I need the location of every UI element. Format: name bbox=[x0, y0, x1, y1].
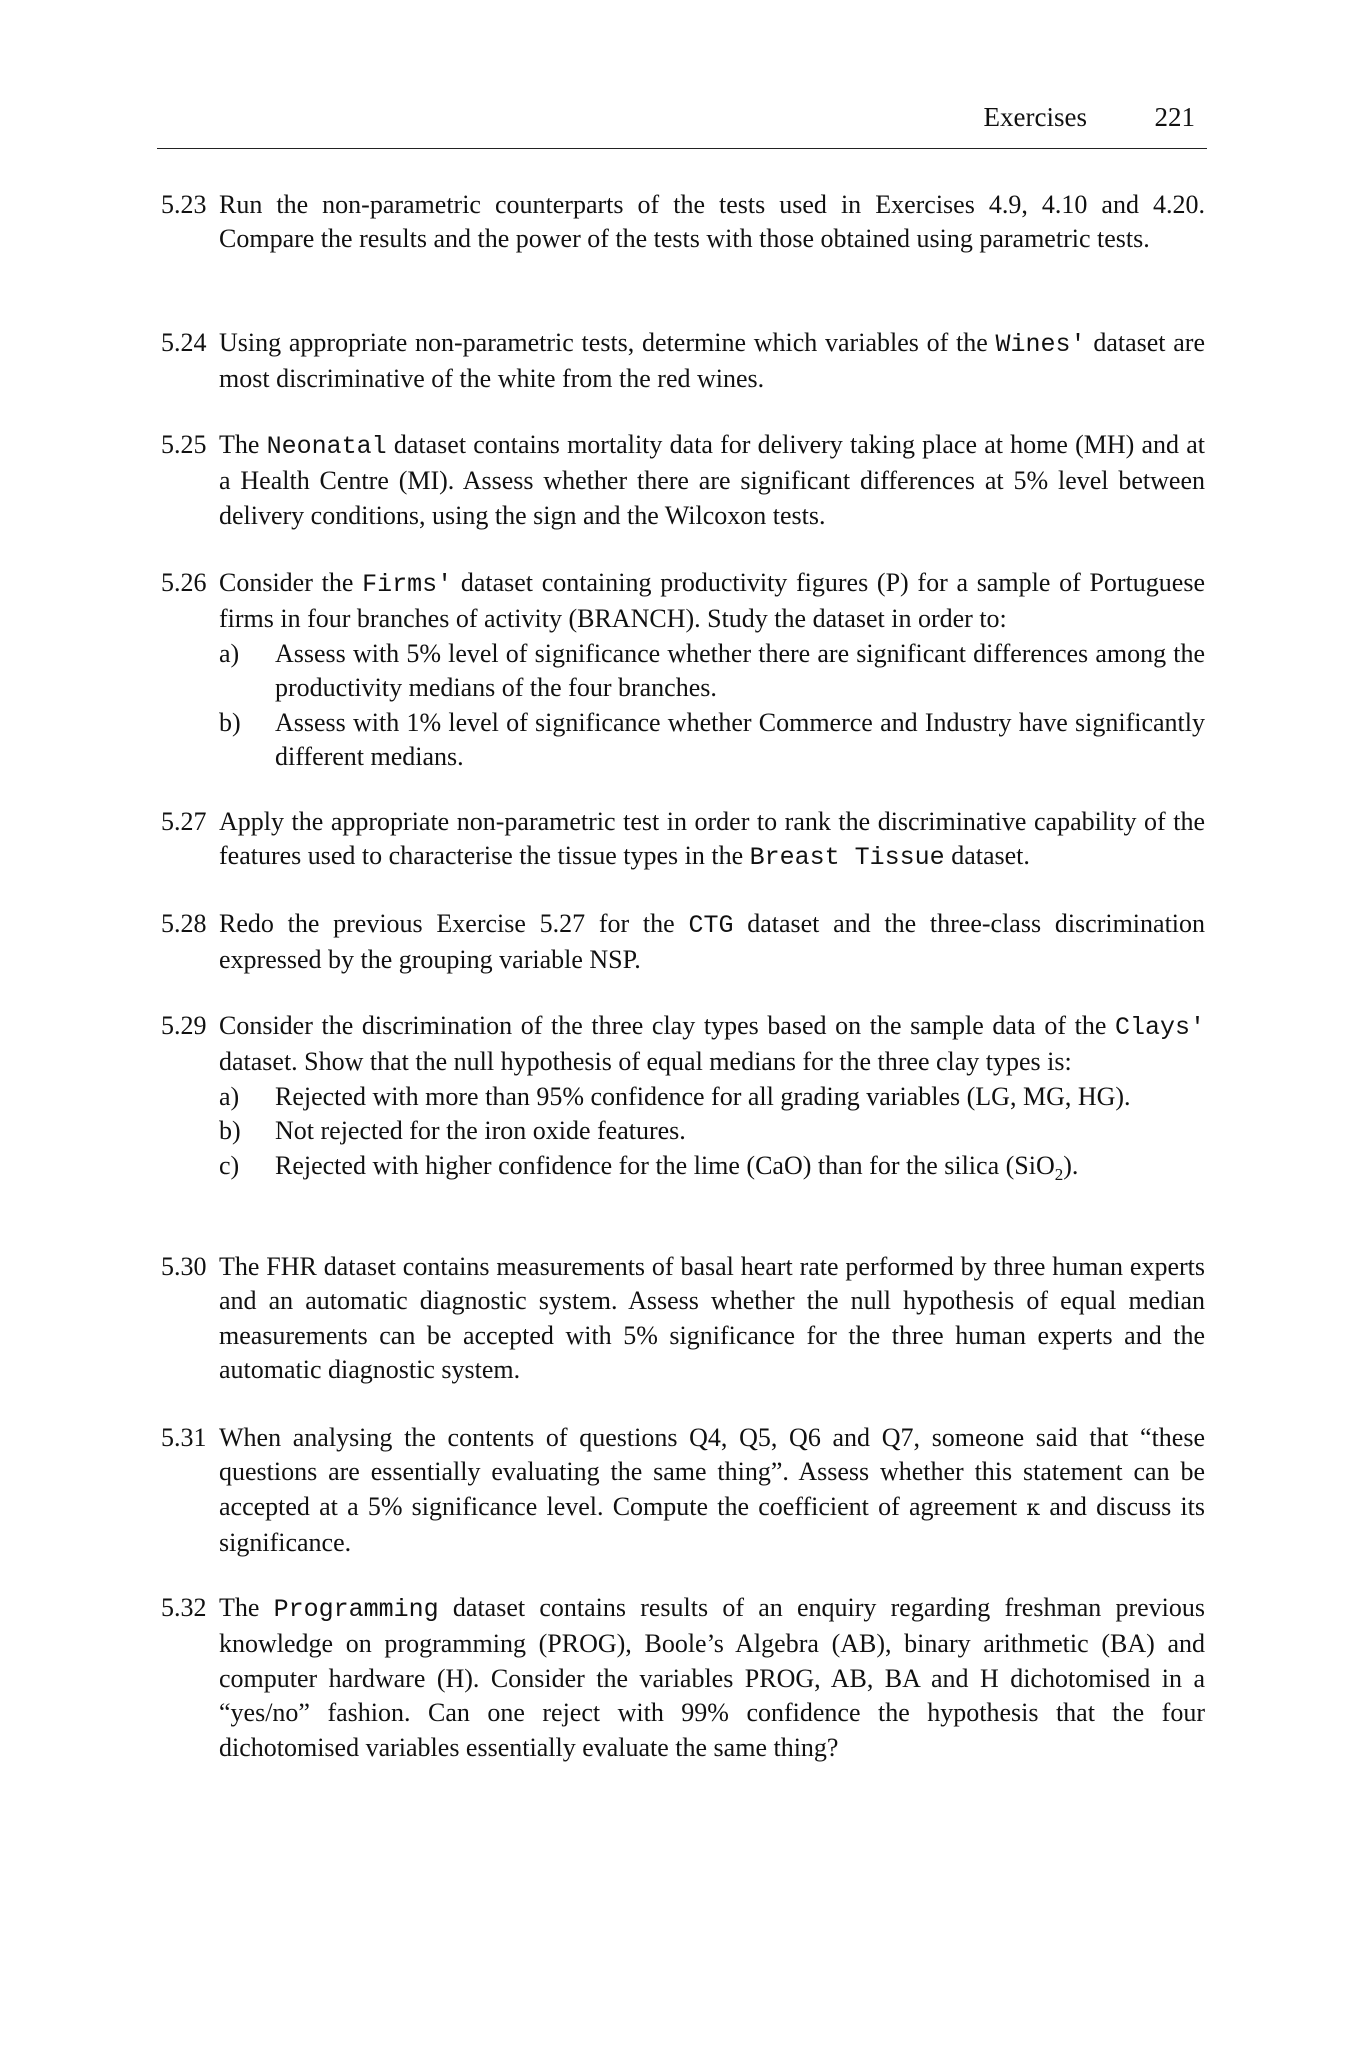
dataset-name: Breast Tissue bbox=[749, 843, 945, 873]
list-item-label: a) bbox=[219, 1081, 240, 1111]
exercise-5-32 bbox=[161, 1591, 1205, 1765]
list-item-label: c) bbox=[219, 1150, 240, 1180]
exercise-text bbox=[219, 805, 1205, 876]
exercise-number: 5.31 bbox=[161, 1423, 207, 1452]
exercise-text-part: The bbox=[219, 430, 260, 459]
exercise-text bbox=[219, 1421, 1205, 1561]
exercise-5-31 bbox=[161, 1421, 1205, 1561]
exercise-text-part: and discuss its significance. bbox=[219, 1491, 1205, 1558]
exercise-text-part: dataset contains mortality data for delivery taking place at home (MH) and at a Health Centre (MI). Assess whether there are significant differences at 5% level between delivery conditions, using the sign and the Wilcoxon tests. bbox=[219, 430, 1206, 530]
exercise-text-part: The bbox=[219, 1593, 260, 1622]
list-item-text-part: Rejected with higher confidence for the lime (CaO) than for the silica (SiO bbox=[275, 1150, 1055, 1180]
dataset-name: Firms' bbox=[362, 570, 453, 599]
exercise-5-28 bbox=[161, 907, 1205, 978]
exercise-5-27 bbox=[161, 805, 1205, 876]
running-header-title: Exercises bbox=[983, 102, 1087, 132]
list-item bbox=[219, 706, 1205, 775]
exercise-text-part: dataset and the three-class discrimination expressed by the grouping variable NSP. bbox=[219, 909, 1206, 975]
exercise-number: 5.26 bbox=[161, 568, 207, 597]
list-item bbox=[219, 1114, 1205, 1148]
exercise-text-part: dataset containing productivity figures (P) for a sample of Portuguese firms in four branches of activity (BRANCH). Study the dataset in order to: bbox=[219, 568, 1205, 634]
list-item bbox=[219, 637, 1205, 706]
dataset-name: CTG bbox=[688, 911, 734, 940]
exercise-5-25 bbox=[161, 428, 1205, 533]
dataset-name: Neonatal bbox=[266, 432, 387, 461]
exercise-text bbox=[219, 1009, 1205, 1080]
exercise-number: 5.24 bbox=[161, 328, 207, 357]
dataset-name: Programming bbox=[273, 1595, 439, 1624]
list-item-text: Rejected with more than 95% confidence for all grading variables (LG, MG, HG). bbox=[275, 1081, 1131, 1111]
exercise-number: 5.23 bbox=[161, 190, 207, 219]
exercise-text-part: Redo the previous Exercise 5.27 for the bbox=[219, 909, 675, 938]
dataset-name: Wines' bbox=[995, 330, 1086, 359]
exercise-5-24 bbox=[161, 326, 1205, 397]
exercise-text-part: Using appropriate non-parametric tests, determine which variables of the bbox=[219, 328, 988, 357]
exercise-number: 5.27 bbox=[161, 807, 207, 836]
exercise-number: 5.29 bbox=[161, 1011, 207, 1040]
exercise-number: 5.25 bbox=[161, 430, 207, 459]
exercise-text-part: Apply the appropriate non-parametric test in order to rank the discriminative capability of the features used to characterise the tissue types in the bbox=[219, 807, 1205, 871]
list-item-text: Not rejected for the iron oxide features. bbox=[275, 1116, 686, 1146]
list-item-text: Assess with 5% level of significance whether there are significant differences among the productivity medians of the four branches. bbox=[275, 638, 1205, 703]
exercise-5-29 bbox=[161, 1009, 1205, 1183]
exercise-text: The FHR dataset contains measurements of basal heart rate performed by three human experts and an automatic diagnostic system. Assess whether the null hypothesis of equal median measurements can be accepted with 5% significance for the three human experts and the automatic diagnostic system. bbox=[219, 1252, 1205, 1385]
exercise-number: 5.32 bbox=[161, 1593, 207, 1622]
list-item-text-part: ). bbox=[1063, 1150, 1079, 1180]
exercise-number: 5.30 bbox=[161, 1252, 207, 1281]
exercise-number: 5.28 bbox=[161, 909, 207, 938]
kappa-symbol: κ bbox=[1026, 1495, 1041, 1521]
exercise-5-23 bbox=[161, 188, 1205, 257]
exercise-text bbox=[219, 326, 1205, 397]
list-item-text bbox=[275, 1150, 1079, 1184]
exercise-text-part: When analysing the contents of questions Q4, Q5, Q6 and Q7, someone said that “these questions are essentially evaluating the same thing”. Assess whether this statement can be accepted at a 5% significance level. Compute the coefficient of agreement bbox=[219, 1423, 1205, 1521]
exercise-text-part: Consider the bbox=[219, 568, 354, 597]
exercise-5-30 bbox=[161, 1250, 1205, 1388]
list-item bbox=[219, 1149, 1205, 1183]
subscript: 2 bbox=[1054, 1164, 1064, 1184]
exercise-text-part: Consider the discrimination of the three clay types based on the sample data of the bbox=[219, 1011, 1107, 1040]
list-item-label: b) bbox=[219, 1116, 241, 1146]
exercise-text-part: dataset. bbox=[951, 841, 1030, 871]
exercise-text bbox=[219, 566, 1205, 637]
dataset-name: Clays' bbox=[1115, 1013, 1206, 1042]
page-number: 221 bbox=[1154, 102, 1195, 132]
exercise-5-26 bbox=[161, 566, 1205, 774]
list-item-text: Assess with 1% level of significance whether Commerce and Industry have significantly different medians. bbox=[275, 707, 1205, 772]
exercise-text-part: dataset are most discriminative of the white from the red wines. bbox=[219, 328, 1205, 394]
exercise-text-part: dataset contains results of an enquiry regarding freshman previous knowledge on programming (PROG), Boole’s Algebra (AB), binary arithmetic (BA) and computer hardware (H). Consider the variables PROG, AB, BA and H dichotomised in a “yes/no” fashion. Can one reject with 99% confidence the hypothesis that the four dichotomised variables essentially evaluate the same thing? bbox=[219, 1593, 1206, 1762]
exercise-text bbox=[219, 428, 1205, 533]
list-item-label: b) bbox=[219, 707, 241, 737]
running-header bbox=[157, 96, 1207, 149]
list-item-label: a) bbox=[219, 638, 240, 668]
exercise-text-part: dataset. Show that the null hypothesis of equal medians for the three clay types is: bbox=[219, 1047, 1072, 1077]
exercise-text bbox=[219, 1591, 1205, 1765]
exercise-text: Run the non-parametric counterparts of the tests used in Exercises 4.9, 4.10 and 4.20. Compare the results and the power of the tests with those obtained using parametric tests. bbox=[219, 190, 1205, 254]
list-item bbox=[219, 1080, 1205, 1114]
exercise-text bbox=[219, 907, 1205, 978]
